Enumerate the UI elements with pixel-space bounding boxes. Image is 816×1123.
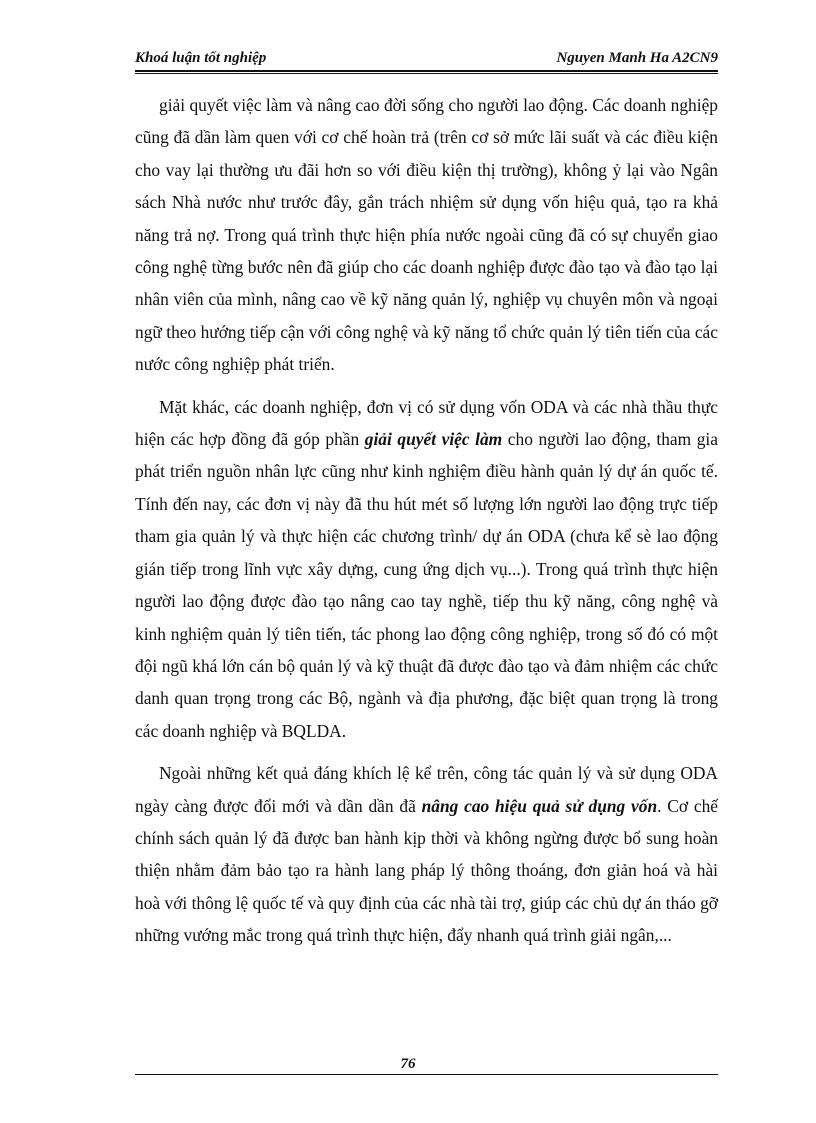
paragraph [135, 391, 718, 747]
paragraph-text: Mặt khác, các doanh nghiệp, đơn vị có sử dụng vốn ODA và các nhà thầu thực hiện các hợp đồng đã góp phần [135, 396, 718, 450]
paragraph-text: cho người lao động, tham gia phát triển nguồn nhân lực cũng như kinh nghiệm điều hành quản lý dự án quốc tế. Tính đến nay, các đơn vị này đã thu hút mét số lượng lớn người lao động trực tiếp tham gia quản lý và thực hiện các chương trình/ dự án ODA (chưa kể sè lao động gián tiếp trong lĩnh vực xây dựng, cung ứng dịch vụ...). Trong quá trình thực hiện người lao động được đào tạo nâng cao tay nghề, tiếp thu kỹ năng, công nghệ và kinh nghiệm quản lý tiên tiến, tác phong lao động công nghiệp, trong số đó có một đội ngũ khá lớn cán bộ quản lý và kỹ thuật đã được đào tạo và đảm nhiệm các chức danh quan trọng trong các Bộ, ngành và địa phương, đặc biệt quan trọng là trong các doanh nghiệp và BQLDA. [135, 429, 718, 741]
paragraph-text: Ngoài những kết quả đáng khích lệ kể trên, công tác quản lý và sử dụng ODA ngày càng được đổi mới và dần dần đã [135, 763, 718, 816]
footer-divider [135, 1074, 718, 1075]
emphasized-phrase: nâng cao hiệu quả sử dụng vốn [421, 795, 658, 816]
header-divider [135, 70, 718, 72]
page-number: 76 [400, 1056, 416, 1072]
header-author: Nguyen Manh Ha A2CN9 [556, 50, 718, 66]
header-divider-thin [135, 73, 718, 74]
paragraph [135, 89, 718, 381]
emphasized-phrase: giải quyết việc làm [364, 429, 503, 450]
document-body [135, 89, 718, 952]
paragraph [135, 757, 718, 951]
page-header [135, 50, 718, 67]
paragraph-text: . Cơ chế chính sách quản lý đã được ban hành kịp thời và không ngừng được bổ sung hoàn thiện nhằm đảm bảo tạo ra hành lang pháp lý thông thoáng, đơn giản hoá và hài hoà với thông lệ quốc tế và quy định của các nhà tài trợ, giúp các chủ dự án tháo gỡ những vướng mắc trong quá trình thực hiện, đẩy nhanh quá trình giải ngân,... [135, 795, 718, 946]
paragraph-text: giải quyết việc làm và nâng cao đời sống cho người lao động. Các doanh nghiệp cũng đã dần làm quen với cơ chế hoàn trả (trên cơ sở mức lãi suất và các điều kiện cho vay lại thường ưu đãi hơn so với điều kiện thị trường), không ỷ lại vào Ngân sách Nhà nước như trước đây, gắn trách nhiệm sử dụng vốn hiệu quả, tạo ra khả năng trả nợ. Trong quá trình thực hiện phía nước ngoài cũng đã có sự chuyển giao công nghệ từng bước nên đã giúp cho các doanh nghiệp được đào tạo và đào tạo lại nhân viên của mình, nâng cao về kỹ năng quản lý, nghiệp vụ chuyên môn và ngoại ngữ theo hướng tiếp cận với công nghệ và kỹ năng tổ chức quản lý tiên tiến của các nước công nghiệp phát triển. [135, 95, 718, 375]
header-thesis-title: Khoá luận tốt nghiệp [135, 50, 267, 66]
